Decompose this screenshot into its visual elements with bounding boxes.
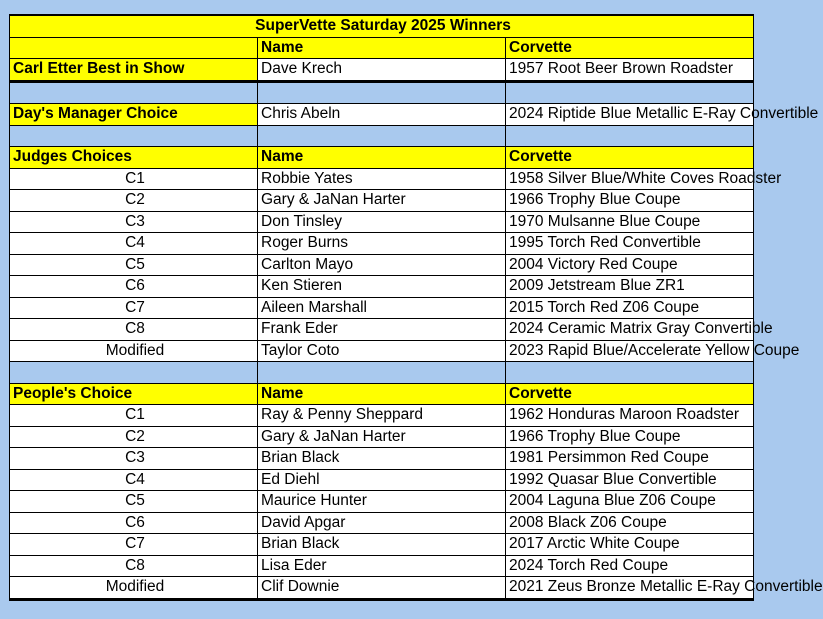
judges-name-header: Name: [258, 147, 506, 169]
name-cell: Clif Downie: [258, 577, 506, 600]
best-in-show-corvette: 1957 Root Beer Brown Roadster: [506, 59, 754, 82]
name-cell: Lisa Eder: [258, 555, 506, 577]
corvette-cell: 2009 Jetstream Blue ZR1: [506, 276, 754, 298]
winners-table: [9, 14, 823, 601]
name-cell: Gary & JaNan Harter: [258, 426, 506, 448]
name-cell: Taylor Coto: [258, 340, 506, 362]
header-row: [10, 37, 754, 59]
category-cell: C5: [10, 491, 258, 513]
name-cell: Brian Black: [258, 448, 506, 470]
category-cell: C8: [10, 555, 258, 577]
name-cell: Gary & JaNan Harter: [258, 190, 506, 212]
peoples-corvette-header: Corvette: [506, 383, 754, 405]
corvette-cell: 1970 Mulsanne Blue Coupe: [506, 211, 754, 233]
best-in-show-name: Dave Krech: [258, 59, 506, 82]
spacer-row: [10, 81, 754, 104]
spacer-cell: [258, 125, 506, 147]
corvette-cell: 2017 Arctic White Coupe: [506, 534, 754, 556]
table-row: [10, 512, 754, 534]
name-cell: David Apgar: [258, 512, 506, 534]
spacer-cell: [506, 81, 754, 104]
table-row: [10, 534, 754, 556]
managers-choice-name: Chris Abeln: [258, 104, 506, 126]
table-row: [10, 577, 754, 600]
name-cell: Roger Burns: [258, 233, 506, 255]
table-row: [10, 297, 754, 319]
corvette-cell: 2008 Black Z06 Coupe: [506, 512, 754, 534]
peoples-label: People's Choice: [10, 383, 258, 405]
category-cell: C4: [10, 469, 258, 491]
table-row: [10, 276, 754, 298]
category-cell: Modified: [10, 577, 258, 600]
spacer-cell: [10, 81, 258, 104]
spacer-cell: [506, 362, 754, 384]
name-cell: Don Tinsley: [258, 211, 506, 233]
spacer-cell: [10, 125, 258, 147]
managers-choice-corvette: 2024 Riptide Blue Metallic E-Ray Convertible: [506, 104, 754, 126]
best-in-show-label: Carl Etter Best in Show: [10, 59, 258, 82]
category-cell: C7: [10, 297, 258, 319]
judges-corvette-header: Corvette: [506, 147, 754, 169]
table-title: SuperVette Saturday 2025 Winners: [10, 15, 754, 37]
corvette-cell: 1981 Persimmon Red Coupe: [506, 448, 754, 470]
name-cell: Frank Eder: [258, 319, 506, 341]
category-cell: C5: [10, 254, 258, 276]
managers-choice-label: Day's Manager Choice: [10, 104, 258, 126]
name-cell: Robbie Yates: [258, 168, 506, 190]
category-cell: Modified: [10, 340, 258, 362]
spacer-cell: [506, 125, 754, 147]
category-cell: C4: [10, 233, 258, 255]
spacer-row: [10, 362, 754, 384]
corvette-cell: 2024 Ceramic Matrix Gray Convertible: [506, 319, 754, 341]
name-cell: Ray & Penny Sheppard: [258, 405, 506, 427]
table-row: [10, 340, 754, 362]
corvette-cell: 1995 Torch Red Convertible: [506, 233, 754, 255]
name-cell: Ken Stieren: [258, 276, 506, 298]
name-cell: Brian Black: [258, 534, 506, 556]
name-cell: Maurice Hunter: [258, 491, 506, 513]
header-empty-cell: [10, 37, 258, 59]
category-cell: C8: [10, 319, 258, 341]
best-in-show-row: [10, 59, 754, 82]
corvette-cell: 2024 Torch Red Coupe: [506, 555, 754, 577]
table-row: [10, 405, 754, 427]
corvette-cell: 1962 Honduras Maroon Roadster: [506, 405, 754, 427]
corvette-cell: 1958 Silver Blue/White Coves Roadster: [506, 168, 754, 190]
name-cell: Ed Diehl: [258, 469, 506, 491]
peoples-name-header: Name: [258, 383, 506, 405]
header-corvette: Corvette: [506, 37, 754, 59]
name-cell: Carlton Mayo: [258, 254, 506, 276]
managers-choice-row: [10, 104, 754, 126]
table-row: [10, 190, 754, 212]
table-row: [10, 555, 754, 577]
table-row: [10, 426, 754, 448]
table-row: [10, 168, 754, 190]
winners-table-body: [10, 15, 823, 599]
corvette-cell: 2004 Laguna Blue Z06 Coupe: [506, 491, 754, 513]
spacer-cell: [258, 81, 506, 104]
judges-label: Judges Choices: [10, 147, 258, 169]
category-cell: C1: [10, 168, 258, 190]
corvette-cell: 1966 Trophy Blue Coupe: [506, 190, 754, 212]
table-row: [10, 211, 754, 233]
peoples-header-row: [10, 383, 754, 405]
category-cell: C2: [10, 190, 258, 212]
category-cell: C3: [10, 448, 258, 470]
spacer-row: [10, 125, 754, 147]
category-cell: C7: [10, 534, 258, 556]
table-row: [10, 319, 754, 341]
category-cell: C2: [10, 426, 258, 448]
category-cell: C3: [10, 211, 258, 233]
judges-header-row: [10, 147, 754, 169]
table-row: [10, 491, 754, 513]
table-row: [10, 254, 754, 276]
table-row: [10, 233, 754, 255]
title-row: [10, 15, 754, 37]
corvette-cell: 2023 Rapid Blue/Accelerate Yellow Coupe: [506, 340, 754, 362]
category-cell: C6: [10, 512, 258, 534]
corvette-cell: 2015 Torch Red Z06 Coupe: [506, 297, 754, 319]
header-name: Name: [258, 37, 506, 59]
table-row: [10, 448, 754, 470]
corvette-cell: 2004 Victory Red Coupe: [506, 254, 754, 276]
category-cell: C6: [10, 276, 258, 298]
spacer-cell: [10, 362, 258, 384]
corvette-cell: 2021 Zeus Bronze Metallic E-Ray Convertible: [506, 577, 754, 600]
category-cell: C1: [10, 405, 258, 427]
corvette-cell: 1992 Quasar Blue Convertible: [506, 469, 754, 491]
name-cell: Aileen Marshall: [258, 297, 506, 319]
spacer-cell: [258, 362, 506, 384]
corvette-cell: 1966 Trophy Blue Coupe: [506, 426, 754, 448]
table-row: [10, 469, 754, 491]
